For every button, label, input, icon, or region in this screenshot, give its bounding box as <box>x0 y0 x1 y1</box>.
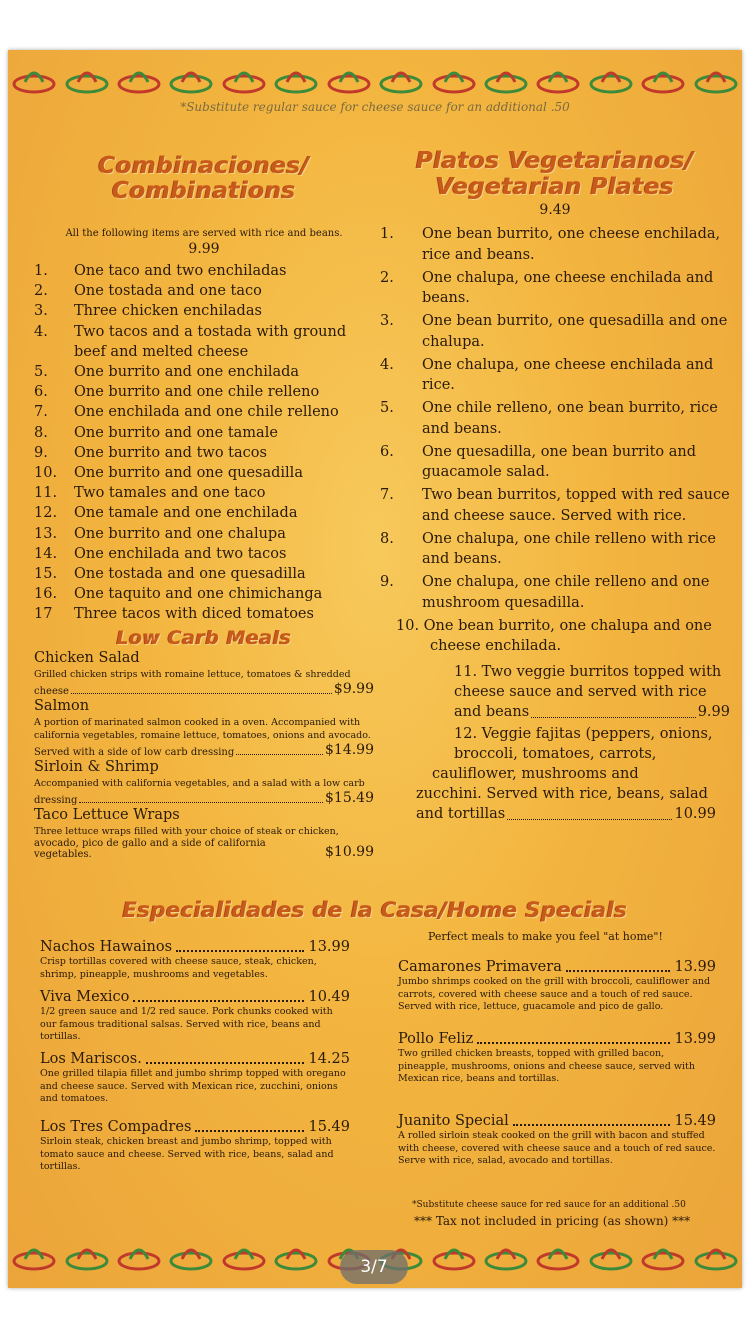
list-item: 1. One bean burrito, one cheese enchilada, rice and beans. <box>380 226 721 263</box>
sombrero-icon <box>432 1239 476 1271</box>
low-carb-item: Salmon A portion of marinated salmon cooked in a oven. Accompanied with california vegetables, romaine lettuce, tomatoes, onions and avocado. Served with a side of low carb dressing $14.99 <box>34 697 374 758</box>
list-item: 4. One chalupa, one cheese enchilada and rice. <box>380 356 714 393</box>
sombrero-icon <box>222 1239 266 1271</box>
left-column <box>34 154 374 860</box>
sombrero-icon <box>117 62 161 94</box>
list-item: 17 Three tacos with diced tomatoes <box>34 606 314 623</box>
vegetarian-item-10: 10. One bean burrito, one chalupa and one cheese enchilada. <box>396 617 712 654</box>
list-item: 3. One bean burrito, one quesadilla and one chalupa. <box>380 313 728 350</box>
list-item: 8. One chalupa, one chile relleno with rice and beans. <box>380 530 716 567</box>
vegetarian-item-12: 12. Veggie fajitas (peppers, onions, broccoli, tomatoes, carrots, cauliflower, mushrooms and zucchini. Served with rice, beans, salad and tortillas 10.99 <box>416 725 716 822</box>
top-note: *Substitute regular sauce for cheese sauce for an additional .50 <box>180 100 570 114</box>
sombrero-icon <box>169 62 213 94</box>
special-item: Camarones Primavera 13.99 Jumbo shrimps cooked on the grill with broccoli, cauliflower and carrots, covered with cheese sauce and a touch of red sauce. Served with rice, lettuce, guacamole and pico de gallo. <box>398 959 716 1012</box>
special-item: Los Tres Compadres 15.49 Sirloin steak, chicken breast and jumbo shrimp, topped with tomato sauce and cheese. Served with rice, beans, salad and tortillas. <box>40 1119 350 1172</box>
list-item: 2. One tostada and one taco <box>34 283 262 300</box>
sombrero-icon <box>169 1239 213 1271</box>
list-item: 16. One taquito and one chimichanga <box>34 586 323 603</box>
sombrero-icon <box>641 62 685 94</box>
combinations-list <box>34 261 374 625</box>
footer-note: *Substitute cheese sauce for red sauce for an additional .50 <box>412 1200 686 1210</box>
low-carb-title: Low Carb Meals <box>116 626 292 649</box>
sombrero-border-top <box>8 58 742 98</box>
special-item: Los Mariscos. 14.25 One grilled tilapia fillet and jumbo shrimp topped with oregano and cheese sauce. Served with Mexican rice, zucchini, onions and tomatoes. <box>40 1051 350 1104</box>
list-item: 9. One burrito and two tacos <box>34 444 267 461</box>
sombrero-icon <box>327 62 371 94</box>
list-item: 8. One burrito and one tamale <box>34 424 278 441</box>
list-item: 6. One quesadilla, one bean burrito and guacamole salad. <box>380 443 697 480</box>
sombrero-icon <box>222 62 266 94</box>
low-carb-item: Sirloin & Shrimp Accompanied with california vegetables, and a salad with a low carb dressing $15.49 <box>34 758 374 806</box>
list-item: 7. Two bean burritos, topped with red sauce and cheese sauce. Served with rice. <box>380 487 730 524</box>
combinations-intro: All the following items are served with rice and beans. <box>65 228 343 239</box>
sombrero-icon <box>536 62 580 94</box>
vegetarian-title: Platos Vegetarianos/ Vegetarian Plates <box>415 148 695 200</box>
sombrero-icon <box>117 1239 161 1271</box>
sombrero-icon <box>694 1239 738 1271</box>
sombrero-icon <box>65 62 109 94</box>
sombrero-icon <box>12 62 56 94</box>
special-item: Nachos Hawainos 13.99 Crisp tortillas covered with cheese sauce, steak, chicken, shrimp, pineapple, mushrooms and vegetables. <box>40 939 350 980</box>
sombrero-icon <box>589 1239 633 1271</box>
sombrero-icon <box>432 62 476 94</box>
list-item: 7. One enchilada and one chile relleno <box>34 404 339 421</box>
list-item: 4. Two tacos and a tostada with ground beef and melted cheese <box>34 323 347 360</box>
list-item: 13. One burrito and one chalupa <box>34 525 286 542</box>
tax-note: *** Tax not included in pricing (as shown) *** <box>414 1214 691 1228</box>
list-item: 11. Two tamales and one taco <box>34 485 266 502</box>
list-item: 9. One chalupa, one chile relleno and one mushroom quesadilla. <box>380 574 710 611</box>
list-item: 14. One enchilada and two tacos <box>34 545 287 562</box>
sombrero-icon <box>379 62 423 94</box>
page-indicator: 3/7 <box>340 1250 408 1284</box>
list-item: 12. One tamale and one enchilada <box>34 505 298 522</box>
sombrero-icon <box>274 62 318 94</box>
sombrero-icon <box>484 1239 528 1271</box>
sombrero-icon <box>12 1239 56 1271</box>
sombrero-icon <box>589 62 633 94</box>
combinations-title: Combinaciones/ Combinations <box>98 153 310 204</box>
list-item: 5. One chile relleno, one bean burrito, rice and beans. <box>380 400 718 437</box>
menu-page <box>8 50 742 1288</box>
list-item: 15. One tostada and one quesadilla <box>34 566 306 583</box>
sombrero-icon <box>694 62 738 94</box>
vegetarian-item-11: 11. Two veggie burritos topped with cheese sauce and served with rice and beans 9.99 <box>454 663 730 720</box>
sombrero-icon <box>65 1239 109 1271</box>
special-item: Juanito Special 15.49 A rolled sirloin steak cooked on the grill with bacon and stuffed with cheese, covered with cheese sauce and a touch of red sauce. Serve with rice, salad, avocado and tortillas. <box>398 1113 716 1166</box>
special-item: Viva Mexico 10.49 1/2 green sauce and 1/2 red sauce. Pork chunks cooked with our famous traditional salsas. Served with rice, beans and tortillas. <box>40 989 350 1042</box>
sombrero-icon <box>274 1239 318 1271</box>
house-specials-subtitle: Perfect meals to make you feel "at home"! <box>428 930 663 943</box>
list-item: 10. One burrito and one quesadilla <box>34 465 303 482</box>
low-carb-item: Chicken Salad Grilled chicken strips with romaine lettuce, tomatoes & shredded cheese $9.99 <box>34 649 374 697</box>
right-column <box>380 148 730 824</box>
vegetarian-price: 9.49 <box>539 202 571 218</box>
sombrero-icon <box>484 62 528 94</box>
list-item: 1. One taco and two enchiladas <box>34 263 287 279</box>
list-item: 3. Three chicken enchiladas <box>34 303 262 320</box>
combinations-price: 9.99 <box>188 241 220 257</box>
list-item: 5. One burrito and one enchilada <box>34 364 300 381</box>
sombrero-icon <box>641 1239 685 1271</box>
list-item: 6. One burrito and one chile relleno <box>34 384 320 401</box>
list-item: 2. One chalupa, one cheese enchilada and beans. <box>380 269 714 306</box>
low-carb-item: Taco Lettuce Wraps Three lettuce wraps filled with your choice of steak or chicken, avocado, pico de gallo and a side of california vegetables. $10.99 <box>34 806 374 860</box>
sombrero-icon <box>536 1239 580 1271</box>
special-item: Pollo Feliz 13.99 Two grilled chicken breasts, topped with grilled bacon, pineapple, mushrooms, onions and cheese sauce, served with Mexican rice, beans and tortillas. <box>398 1031 716 1084</box>
vegetarian-list <box>380 224 730 613</box>
house-specials-title: Especialidades de la Casa/Home Specials <box>122 898 628 922</box>
